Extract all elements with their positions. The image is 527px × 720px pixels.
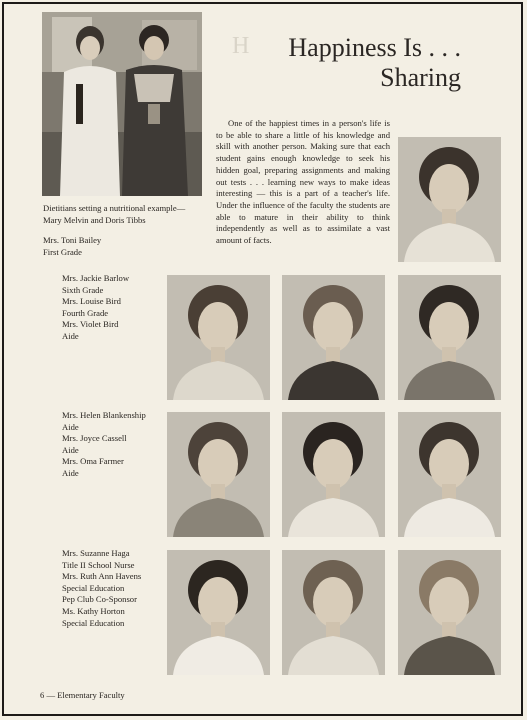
portrait-ruth-ann-havens: [282, 550, 385, 675]
title-ghost-print: H: [232, 33, 250, 59]
caption-role: Aide: [62, 421, 79, 432]
portrait-louise-bird: [282, 275, 385, 400]
caption-role: Aide: [62, 467, 79, 478]
caption-name: Mrs. Joyce Cassell: [62, 433, 127, 444]
body-text: One of the happiest times in a person's life is to be able to share a little of his knowledge and skill with another person. Making sure that each student gains enough knowledge to seek his hidden goal, preparing assignments and making out tests . . . learning new ways to make ideas interesting — this is a part of a teacher's life. Under the influence of the faculty the students are able to mature in their ability to think independently as well as to assimilate a vast amount of facts.: [216, 118, 390, 246]
caption-name: Mrs. Oma Farmer: [62, 456, 124, 467]
portrait-suzanne-haga: [167, 550, 270, 675]
portrait-oma-farmer: [398, 412, 501, 537]
portrait-kathy-horton: [398, 550, 501, 675]
caption-role: Pep Club Co-Sponsor: [62, 594, 137, 605]
caption-name: Mrs. Violet Bird: [62, 319, 119, 330]
portrait-violet-bird: [398, 275, 501, 400]
caption-name: Mrs. Helen Blankenship: [62, 410, 146, 420]
caption-role: Aide: [62, 330, 79, 341]
page-title-line2: Sharing: [380, 63, 461, 92]
caption-name: Mrs. Suzanne Haga: [62, 548, 130, 558]
caption-role: Aide: [62, 444, 79, 455]
portrait-helen-blankenship: [167, 412, 270, 537]
portrait-joyce-cassell: [282, 412, 385, 537]
dietitians-photo: [42, 12, 202, 196]
caption-name: Mrs. Toni Bailey: [43, 235, 102, 245]
caption-role: Fourth Grade: [62, 307, 109, 318]
caption-name: Mrs. Jackie Barlow: [62, 273, 130, 283]
caption-group-3: [62, 410, 172, 480]
caption-role: Special Education: [62, 617, 125, 628]
caption-group-2: [62, 273, 172, 343]
portrait-toni-bailey: [398, 137, 501, 262]
page-footer: 6 — Elementary Faculty: [40, 690, 125, 700]
portrait-jackie-barlow: [167, 275, 270, 400]
dietitians-caption: Dietitians setting a nutritional example—Mary Melvin and Doris Tibbs: [43, 203, 186, 225]
caption-role: Special Education: [62, 582, 125, 593]
caption-role: Title II School Nurse: [62, 559, 135, 570]
caption-name: Mrs. Ruth Ann Havens: [62, 571, 142, 582]
caption-group-1: [43, 235, 183, 258]
page-title-line1: Happiness Is . . .: [288, 33, 461, 62]
caption-role: First Grade: [43, 246, 82, 257]
caption-name: Ms. Kathy Horton: [62, 605, 125, 616]
caption-name: Mrs. Louise Bird: [62, 296, 121, 307]
caption-role: Sixth Grade: [62, 284, 104, 295]
caption-group-4: [62, 548, 172, 629]
